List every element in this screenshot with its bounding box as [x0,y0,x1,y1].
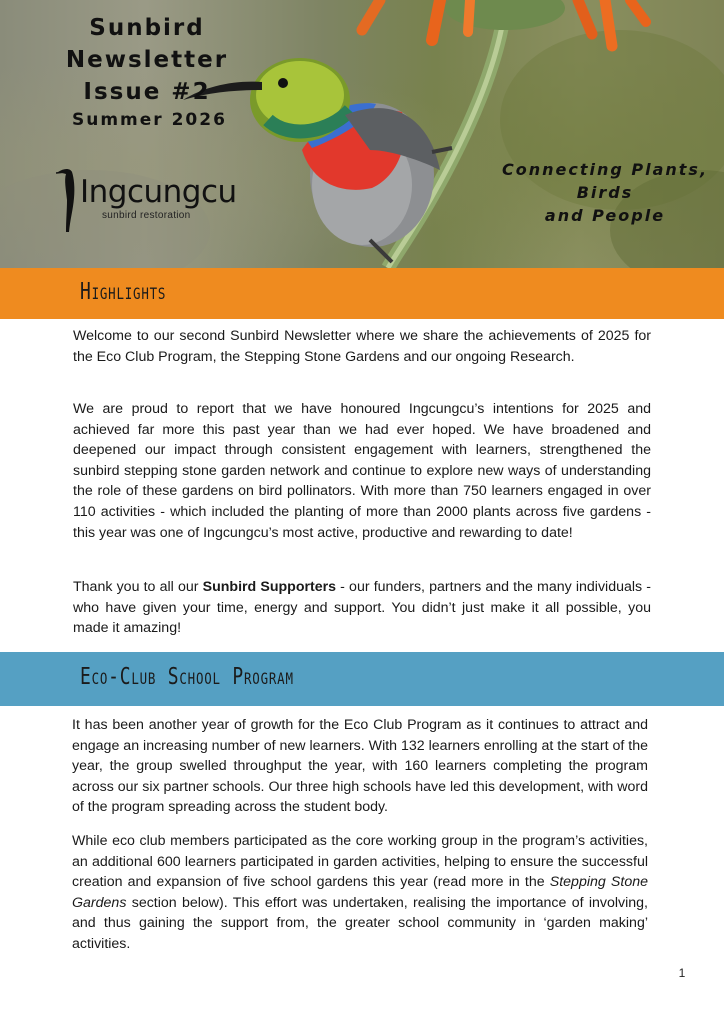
page-number: 1 [678,966,686,980]
thanks-text-end: - our funders, partners and the many individuals - who have given your time, energy and support. You didn’t just make it all possible, you made it amazing! [73,579,651,637]
eco-club-text-end: section below). This effort was undertaken, realising the importance of involving, and thus gaining the support from, the greater school community in ‘garden making’ activities. [72,894,648,952]
sunbird-supporters-text: Sunbird Supporters [202,579,337,595]
stepping-stone-gardens-text: Stepping Stone Gardens [72,874,648,911]
title-line-2: Issue #2 [83,79,211,105]
tagline-line-2: Birds [576,183,634,202]
thanks-text-start: Thank you to all our [73,579,203,595]
issue-season: Summer 2026 [72,110,227,130]
eco-club-heading: Eco-Club School Program [80,664,294,690]
highlights-paragraph-1: Welcome to our second Sunbird Newsletter where we share the achievements of 2025 for the Eco Club Program, the Stepping Stone Gardens and our ongoing Research. [73,328,651,365]
ingcungcu-logo [56,160,246,230]
newsletter-title [12,12,282,108]
highlights-paragraph-3 [73,577,651,639]
eco-club-paragraph-1: It has been another year of growth for the Eco Club Program as it continues to attract and engage an increasing number of new learners. With 132 learners enrolling at the start of the year, the group swelled throughput the year, with 160 learners completing the program across our six partner schools. Our three high schools have led this development, with word of the program spreading across the student body. [72,717,648,816]
eco-club-paragraph-2 [72,831,648,955]
tagline-line-1: Connecting Plants, [501,160,709,179]
logo-tagline: sunbird restoration [102,210,191,221]
highlights-paragraph-2: We are proud to report that we have honoured Ingcungcu’s intentions for 2025 and achieved far more this past year than we had ever hoped. We have broadened and deepened our impact through consistent engagement with learners, strengthened the sunbird stepping stone garden network and continue to explore new ways of understanding the role of these gardens on bird pollinators. With more than 750 learners engaged in over 110 activities - which included the planting of more than 2000 plants across five gardens - this year was one of Ingcungcu’s most active, productive and rewarding to date! [73,401,651,541]
highlights-band [0,268,724,319]
header-banner [0,0,724,268]
eco-club-text-start: While eco club members participated as the core working group in the program’s activities, an additional 600 learners participated in garden activities, helping to ensure the successful creation and expansion of five school gardens this year (read more in the [72,833,648,891]
highlights-heading: Highlights [80,279,167,305]
header-tagline [500,158,710,227]
logo-name: Ingcungcu [80,174,237,210]
eco-club-band [0,652,724,706]
title-line-1: Sunbird Newsletter [65,15,229,73]
tagline-line-3: and People [544,206,666,225]
